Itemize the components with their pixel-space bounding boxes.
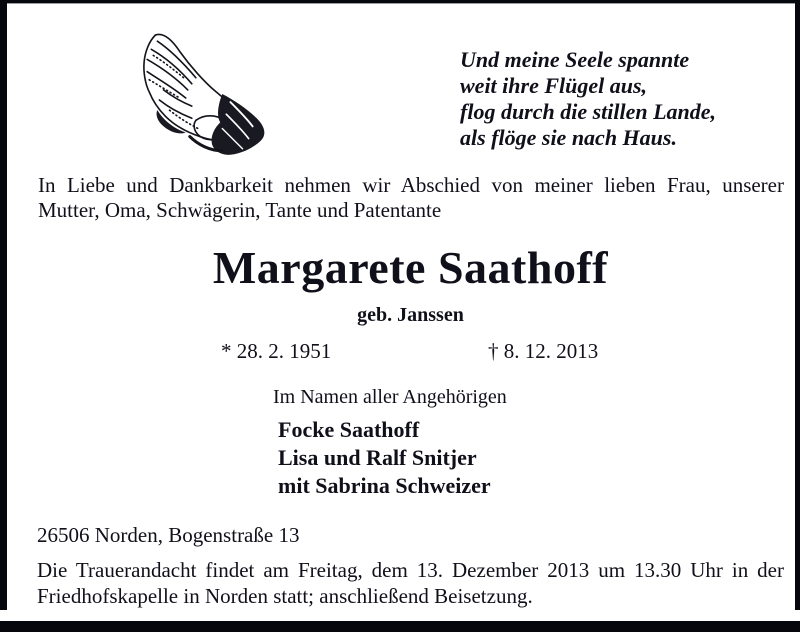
poem-line: weit ihre Flügel aus, xyxy=(460,73,648,98)
on-behalf-line: Im Namen aller Angehörigen xyxy=(273,386,507,408)
memorial-poem xyxy=(460,47,716,151)
mourner-name: mit Sabrina Schweizer xyxy=(278,473,491,498)
poem-line: als flöge sie nach Haus. xyxy=(460,125,677,150)
poem-line: Und meine Seele spannte xyxy=(460,47,690,72)
scan-bottom-edge-bar xyxy=(0,621,800,632)
service-line: Friedhofskapelle in Norden statt; anschließend Beisetzung. xyxy=(37,584,533,608)
service-info xyxy=(37,557,784,609)
birth-date: * 28. 2. 1951 xyxy=(221,339,332,363)
service-line: Die Trauerandacht findet am Freitag, dem 13. Dezember 2013 um 13.30 Uhr in der xyxy=(37,558,784,582)
poem-line: flog durch die stillen Lande, xyxy=(460,99,717,124)
mourners-list xyxy=(278,416,491,500)
address-line: 26506 Norden, Bogenstraße 13 xyxy=(37,523,300,547)
intro-line: Mutter, Oma, Schwägerin, Tante und Patentante xyxy=(38,198,442,222)
intro-line: In Liebe und Dankbarkeit nehmen wir Abschied von meiner lieben Frau, unserer xyxy=(38,173,784,197)
mourner-name: Lisa und Ralf Snitjer xyxy=(278,445,477,470)
deceased-name: Margarete Saathoff xyxy=(212,242,609,293)
praying-hands-icon xyxy=(133,31,275,163)
mourner-name: Focke Saathoff xyxy=(278,417,420,442)
maiden-name: geb. Janssen xyxy=(357,304,464,326)
death-date: † 8. 12. 2013 xyxy=(488,339,599,363)
intro-paragraph xyxy=(38,173,784,223)
